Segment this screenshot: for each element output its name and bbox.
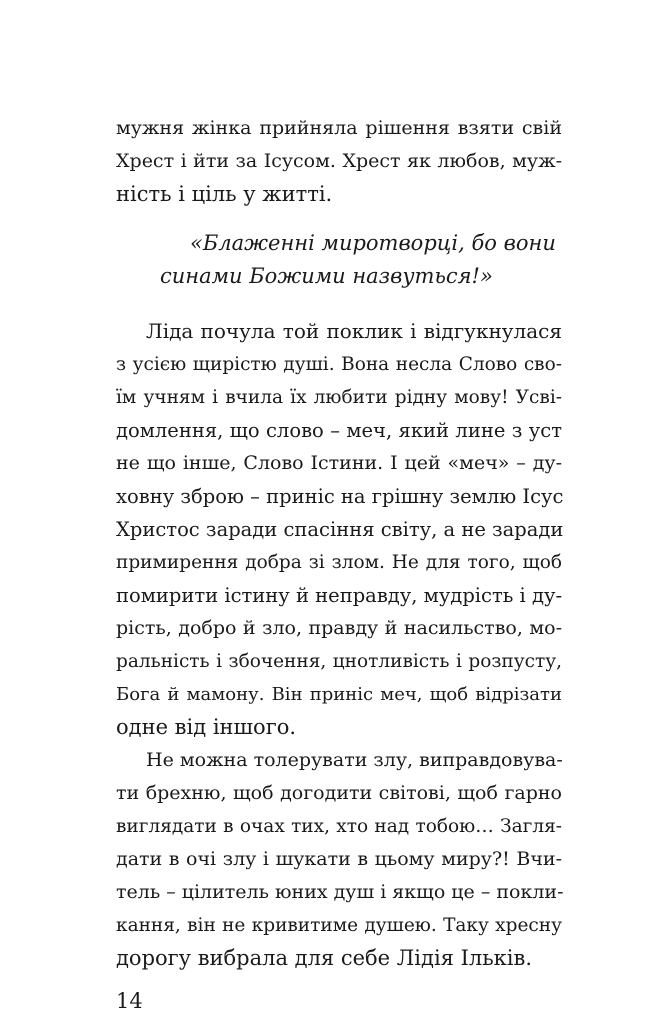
text-line: не що інше, Слово Істини. І цей «меч» – ду- <box>116 452 562 474</box>
text-line: дорогу вибрала для себе Лідія Ільків. <box>116 946 533 970</box>
text-line: ральність і збочення, цнотливість і розпусту, <box>116 651 562 672</box>
text-line: Бога й мамону. Він приніс меч, щоб відрізати <box>116 684 562 705</box>
text-line: Хрест і йти за Ісусом. Хрест як любов, муж- <box>116 150 562 172</box>
text-line: рість, добро й зло, правду й насильство, мо- <box>116 617 562 639</box>
text-line: ти брехню, щоб догодити світові, щоб гарно <box>116 782 562 804</box>
text-line: ховну зброю – приніс на грішну землю Ісус <box>116 485 564 508</box>
text-line: ність і ціль у житті. <box>116 182 333 206</box>
text-line: тель – цілитель юних душ і якщо це – покли- <box>116 881 564 903</box>
text-line: примирення добра зі злом. Не для того, щоб <box>116 552 562 573</box>
text-line: дати в очі злу і шукати в цьому миру?! Вчи- <box>116 848 562 870</box>
page-number: 14 <box>116 989 143 1013</box>
quote-line: «Блаженні миротворці, бо вони <box>190 231 556 255</box>
text-line: Христос заради спасіння світу, а не заради <box>116 518 564 541</box>
text-line: одне від іншого. <box>116 715 297 739</box>
text-line: Ліда почула той поклик і відгукнулася <box>146 319 562 343</box>
text-line: з усією щирістю душі. Вона несла Слово сво- <box>116 354 562 375</box>
text-line: помирити істину й неправду, мудрість і ду- <box>116 584 563 607</box>
text-line: їм учням і вчила їх любити рідну мову! Усві- <box>116 387 562 408</box>
text-line: домлення, що слово – меч, який лине з уст <box>116 419 562 442</box>
text-line: Не можна толерувати злу, виправдовува- <box>146 749 563 771</box>
text-line: мужня жінка прийняла рішення взяти свій <box>116 117 562 139</box>
quote-line: синами Божими назвуться!» <box>160 264 493 288</box>
text-line: кання, він не кривитиме душею. Таку хресну <box>116 915 562 936</box>
text-line: виглядати в очах тих, хто над тобою… Загля- <box>116 816 562 837</box>
